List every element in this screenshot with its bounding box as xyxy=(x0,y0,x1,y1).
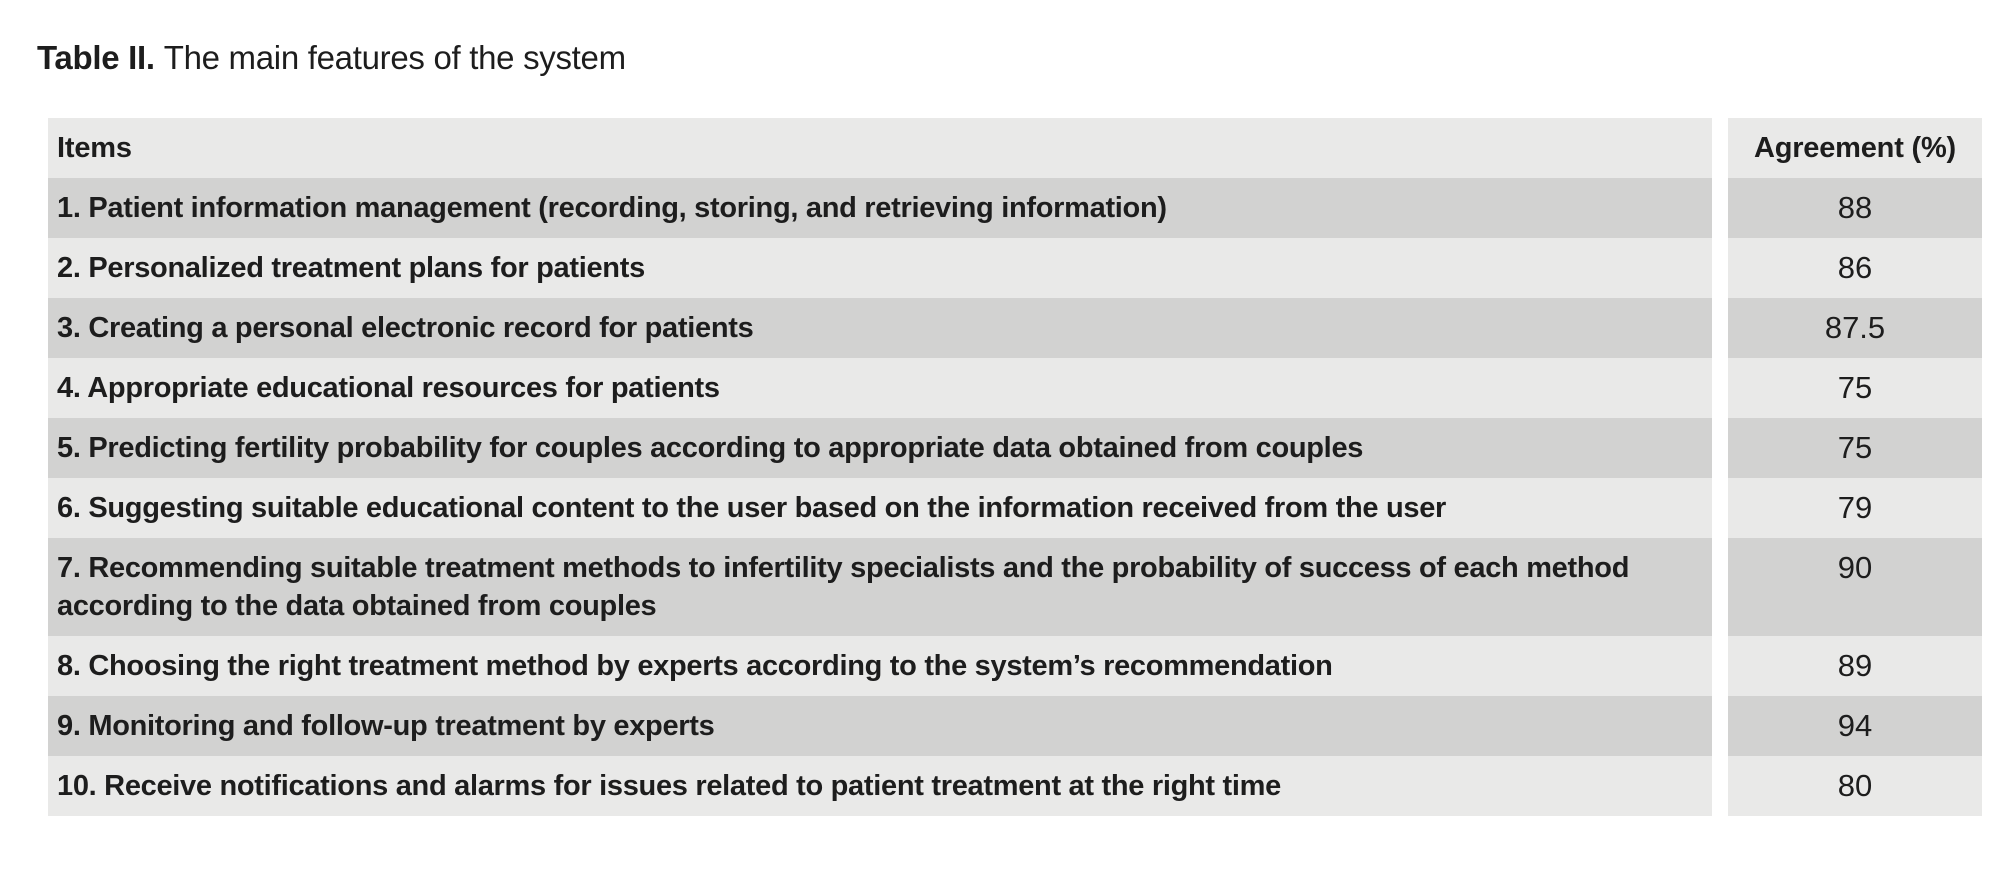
column-gutter xyxy=(1712,118,1728,178)
table-row xyxy=(48,178,1982,238)
column-gutter xyxy=(1712,238,1728,298)
item-cell: 4. Appropriate educational resources for patients xyxy=(48,358,1712,418)
column-gutter xyxy=(1712,756,1728,816)
agreement-cell: 79 xyxy=(1728,478,1982,538)
column-gutter xyxy=(1712,538,1728,636)
item-cell: 6. Suggesting suitable educational content to the user based on the information received from the user xyxy=(48,478,1712,538)
table-caption-text: The main features of the system xyxy=(163,39,626,76)
column-gutter xyxy=(1712,358,1728,418)
agreement-cell: 88 xyxy=(1728,178,1982,238)
table-row xyxy=(48,478,1982,538)
table-row xyxy=(48,358,1982,418)
item-cell: 7. Recommending suitable treatment methods to infertility specialists and the probability of success of each method according to the data obtained from couples xyxy=(48,538,1712,636)
column-gutter xyxy=(1712,178,1728,238)
item-cell: 1. Patient information management (recording, storing, and retrieving information) xyxy=(48,178,1712,238)
column-gutter xyxy=(1712,636,1728,696)
table-row xyxy=(48,238,1982,298)
table-row xyxy=(48,756,1982,816)
table-row xyxy=(48,636,1982,696)
agreement-cell: 90 xyxy=(1728,538,1982,636)
agreement-cell: 89 xyxy=(1728,636,1982,696)
item-cell: 10. Receive notifications and alarms for issues related to patient treatment at the right time xyxy=(48,756,1712,816)
agreement-cell: 75 xyxy=(1728,358,1982,418)
agreement-cell: 80 xyxy=(1728,756,1982,816)
agreement-cell: 75 xyxy=(1728,418,1982,478)
features-table xyxy=(48,118,1982,816)
column-header-items: Items xyxy=(48,118,1712,178)
agreement-cell: 86 xyxy=(1728,238,1982,298)
table-row xyxy=(48,418,1982,478)
table-row xyxy=(48,538,1982,636)
table-caption-label: Table II. xyxy=(37,39,155,76)
table-body xyxy=(48,178,1982,816)
column-gutter xyxy=(1712,478,1728,538)
item-cell: 2. Personalized treatment plans for patients xyxy=(48,238,1712,298)
item-cell: 9. Monitoring and follow-up treatment by experts xyxy=(48,696,1712,756)
item-cell: 8. Choosing the right treatment method by experts according to the system’s recommendation xyxy=(48,636,1712,696)
item-cell: 5. Predicting fertility probability for couples according to appropriate data obtained from couples xyxy=(48,418,1712,478)
column-header-agreement: Agreement (%) xyxy=(1728,118,1982,178)
table-caption xyxy=(37,38,626,78)
agreement-cell: 94 xyxy=(1728,696,1982,756)
column-gutter xyxy=(1712,696,1728,756)
column-gutter xyxy=(1712,418,1728,478)
table-row xyxy=(48,298,1982,358)
agreement-cell: 87.5 xyxy=(1728,298,1982,358)
item-cell: 3. Creating a personal electronic record for patients xyxy=(48,298,1712,358)
column-gutter xyxy=(1712,298,1728,358)
table-header-row xyxy=(48,118,1982,178)
table-row xyxy=(48,696,1982,756)
